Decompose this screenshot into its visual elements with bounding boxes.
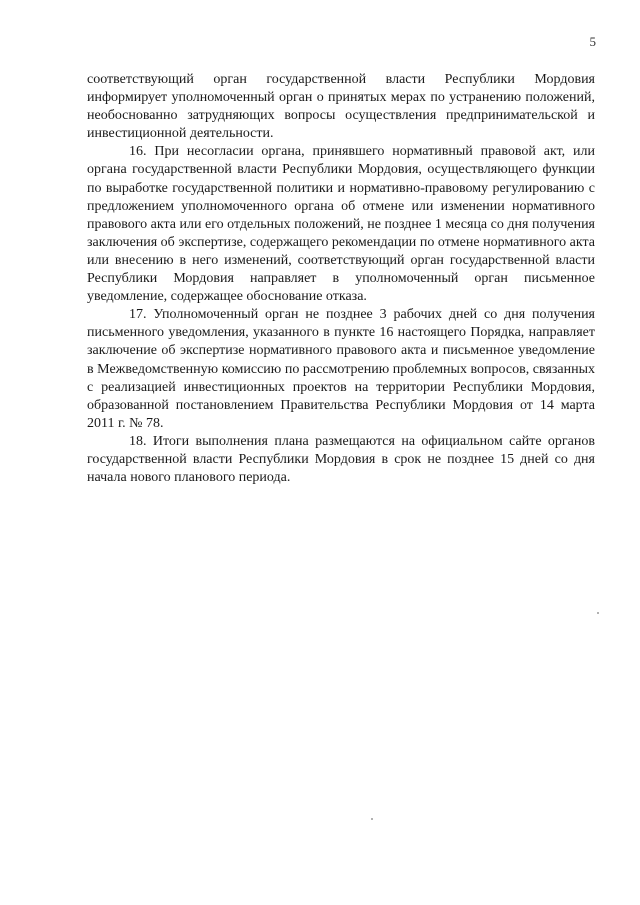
paragraph-continuation: соответствующий орган государственной власти Республики Мордовия информирует уполномоченный орган о принятых мерах по устранению положений, необоснованно затрудняющих вопросы осуществления предпринимательской и инвестиционной деятельности. — [87, 72, 595, 142]
scan-speck — [597, 612, 599, 614]
page-number: 5 — [589, 34, 596, 49]
paragraph-16: 16. При несогласии органа, принявшего нормативный правовой акт, или органа государственной власти Республики Мордовия, осуществляющего функции по выработке государственной политики и нормативно-правовому регулированию с предложением уполномоченного органа об отмене или изменении нормативного правового акта или его отдельных положений, не позднее 1 месяца со дня получения заключения об экспертизе, содержащего рекомендации по отмене нормативного акта или внесению в него изменений, соответствующий орган государственной власти Республики Мордовия направляет в уполномоченный орган письменное уведомление, содержащее обоснование отказа. — [87, 144, 595, 305]
paragraph-17: 17. Уполномоченный орган не позднее 3 рабочих дней со дня получения письменного уведомления, указанного в пункте 16 настоящего Порядка, направляет заключение об экспертизе нормативного правового акта и письменное уведомление в Межведомственную комиссию по рассмотрению проблемных вопросов, связанных с реализацией инвестиционных проектов на территории Республики Мордовия, образованной постановлением Правительства Республики Мордовия от 14 марта 2011 г. № 78. — [87, 307, 595, 431]
paragraph-18: 18. Итоги выполнения плана размещаются на официальном сайте органов государственной власти Республики Мордовия в срок не позднее 15 дней со дня начала нового планового периода. — [87, 433, 595, 486]
document-body — [87, 71, 595, 487]
scan-speck — [371, 818, 373, 820]
